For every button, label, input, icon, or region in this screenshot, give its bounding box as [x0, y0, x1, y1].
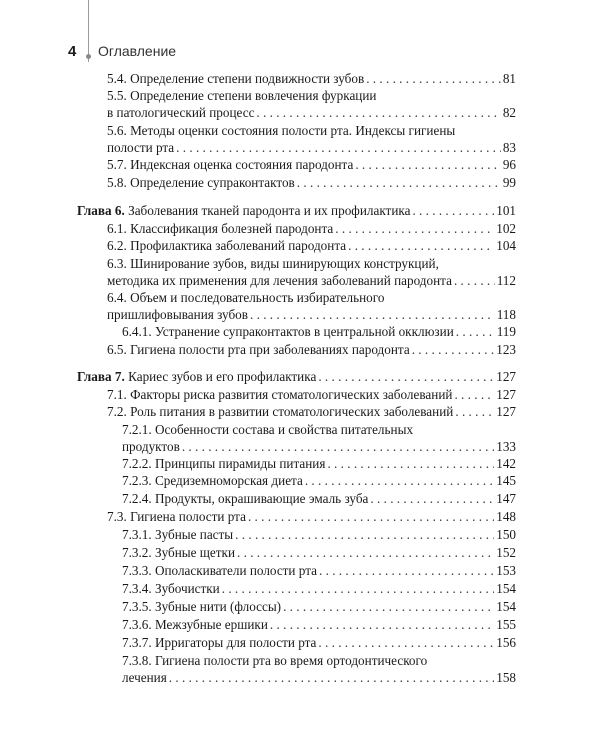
toc-entry[interactable] — [122, 455, 516, 472]
toc-entry-title: 6.5. Гигиена полости рта при заболеваниях пародонта — [107, 342, 410, 357]
toc-entry-title: пришлифовывания зубов — [107, 307, 248, 322]
toc-entry-page: 127 — [496, 387, 516, 402]
dot-leader — [319, 562, 494, 579]
toc-entry[interactable] — [107, 87, 516, 121]
dot-leader — [176, 139, 501, 156]
dot-leader — [455, 403, 494, 420]
dot-leader — [318, 634, 494, 651]
toc-entry-title: 7.3.1. Зубные пасты — [122, 527, 234, 542]
dot-leader — [256, 104, 500, 121]
dot-leader — [169, 669, 494, 686]
toc-entry-title: полости рта — [107, 140, 175, 155]
toc-entry-title: методика их применения для лечения заболеваний пародонта — [107, 273, 452, 288]
toc-entry[interactable] — [122, 421, 516, 455]
chapter-label: Глава 6. — [77, 203, 125, 218]
dot-leader — [348, 237, 494, 254]
toc-entry-title: продуктов — [122, 439, 180, 454]
toc-entry[interactable] — [107, 156, 516, 173]
toc-entry-title: 7.2.2. Принципы пирамиды питания — [122, 456, 326, 471]
dot-leader — [370, 490, 494, 507]
toc-entry-title: 5.7. Индексная оценка состояния пародонта — [107, 157, 354, 172]
toc-entry[interactable] — [107, 220, 516, 237]
toc-entry[interactable] — [122, 652, 516, 686]
dot-leader — [235, 526, 494, 543]
toc-entry-title: 7.3.3. Ополаскиватели полости рта — [122, 563, 317, 578]
toc-entry-page: 118 — [496, 307, 516, 322]
toc-entry-page: 82 — [502, 105, 516, 120]
toc-entry-page: 142 — [496, 456, 516, 471]
toc-entry-title: 7.3.2. Зубные щетки — [122, 545, 236, 560]
dot-leader — [297, 174, 501, 191]
dot-leader — [412, 202, 494, 219]
toc-entry-title: в патологический процесс — [107, 105, 255, 120]
toc-entry[interactable] — [122, 634, 516, 651]
toc-entry-title: 7.3.7. Ирригаторы для полости рта — [122, 635, 317, 650]
toc-entry-title: 7.1. Факторы риска развития стоматологических заболеваний — [107, 387, 453, 402]
toc-entry-title-line1: 6.3. Шинирование зубов, виды шинирующих конструкций, — [107, 256, 439, 271]
toc-entry-title: 5.8. Определение супраконтактов — [107, 175, 295, 190]
toc-entry-title: 7.3.4. Зубочистки — [122, 581, 220, 596]
running-title: Оглавление — [98, 43, 177, 59]
dot-leader — [454, 386, 494, 403]
toc-entry[interactable] — [107, 174, 516, 191]
dot-leader — [222, 580, 494, 597]
toc-entry[interactable] — [122, 562, 516, 579]
toc-entry-page: 123 — [496, 342, 516, 357]
toc-entry-title: 6.4.1. Устранение супраконтактов в центральной окклюзии — [122, 324, 454, 339]
dot-leader — [412, 341, 495, 358]
chapter-label: Глава 7. — [77, 369, 125, 384]
page-number: 4 — [68, 43, 77, 60]
toc-entry-page: 156 — [496, 635, 516, 650]
dot-leader — [327, 455, 494, 472]
toc-entry-page: 152 — [496, 545, 516, 560]
toc-entry-title-line1: 6.4. Объем и последовательность избирательного — [107, 290, 385, 305]
toc-entry-page: 150 — [496, 527, 516, 542]
toc-entry[interactable] — [122, 472, 516, 489]
toc-entry-page: 96 — [502, 157, 516, 172]
toc-entry-page: 83 — [502, 140, 516, 155]
toc-entry-page: 119 — [496, 324, 516, 339]
dot-leader — [250, 306, 495, 323]
toc-entry-page: 158 — [496, 670, 516, 685]
toc-entry[interactable] — [122, 323, 516, 340]
toc-entry-page: 102 — [496, 221, 516, 236]
toc-entry[interactable] — [107, 386, 516, 403]
header-dot — [86, 54, 91, 59]
toc-entry[interactable] — [107, 122, 516, 156]
toc-entry-page: 154 — [496, 599, 516, 614]
dot-leader — [335, 220, 494, 237]
toc-entry-title: 7.3. Гигиена полости рта — [107, 509, 246, 524]
toc-entry-page: 112 — [496, 273, 516, 288]
toc-entry-title: 7.3.6. Межзубные ершики — [122, 617, 268, 632]
toc-entry-page: 145 — [496, 473, 516, 488]
toc-entry-page: 153 — [496, 563, 516, 578]
toc-entry[interactable] — [107, 70, 516, 87]
toc-entry-title-line1: 7.2.1. Особенности состава и свойства питательных — [122, 422, 414, 437]
toc-entry[interactable] — [122, 616, 516, 633]
toc-entry-title: 6.2. Профилактика заболеваний пародонта — [107, 238, 347, 253]
dot-leader — [182, 438, 494, 455]
toc-entry[interactable] — [107, 289, 516, 323]
toc-entry-page: 148 — [496, 509, 516, 524]
toc-entry-page: 127 — [496, 404, 516, 419]
toc-entry-title: 5.4. Определение степени подвижности зубов — [107, 71, 365, 86]
toc-entry-title-line1: 5.6. Методы оценки состояния полости рта. Индексы гигиены — [107, 123, 456, 138]
toc-entry[interactable] — [122, 490, 516, 507]
toc-entry-page: 104 — [496, 238, 516, 253]
toc-entry-title: 7.2. Роль питания в развитии стоматологических заболеваний — [107, 404, 454, 419]
toc-entry-page: 99 — [502, 175, 516, 190]
dot-leader — [355, 156, 501, 173]
toc-entry-title: Кариес зубов и его профилактика — [124, 369, 317, 384]
header-rule — [88, 0, 89, 62]
toc-entry[interactable] — [107, 403, 516, 420]
toc-entry-title: 7.3.5. Зубные нити (флоссы) — [122, 599, 282, 614]
dot-leader — [366, 70, 501, 87]
toc-entry-title: лечения — [122, 670, 167, 685]
toc-entry[interactable] — [122, 544, 516, 561]
dot-leader — [454, 272, 495, 289]
toc-chapter-entry[interactable] — [77, 368, 516, 385]
toc-entry-page: 133 — [496, 439, 516, 454]
toc-entry-title: 7.2.4. Продукты, окрашивающие эмаль зуба — [122, 491, 369, 506]
toc-entry-page: 101 — [496, 203, 516, 218]
toc-entry-title: 7.2.3. Средиземноморская диета — [122, 473, 303, 488]
dot-leader — [318, 368, 494, 385]
toc-chapter-entry[interactable] — [77, 202, 516, 219]
toc-entry[interactable] — [122, 598, 516, 615]
toc-entry-page: 155 — [496, 617, 516, 632]
toc-entry-title-line1: 7.3.8. Гигиена полости рта во время ортодонтического — [122, 653, 428, 668]
toc-entry-title: Заболевания тканей пародонта и их профилактика — [124, 203, 411, 218]
toc-entry-page: 147 — [496, 491, 516, 506]
toc-entry[interactable] — [107, 255, 516, 289]
dot-leader — [270, 616, 494, 633]
toc-entry-page: 81 — [502, 71, 516, 86]
dot-leader — [237, 544, 494, 561]
toc-entry-page: 127 — [496, 369, 516, 384]
dot-leader — [248, 508, 494, 525]
toc-entry-title: 6.1. Классификация болезней пародонта — [107, 221, 334, 236]
dot-leader — [283, 598, 494, 615]
dot-leader — [305, 472, 494, 489]
dot-leader — [456, 323, 495, 340]
toc-entry[interactable] — [122, 580, 516, 597]
toc-entry[interactable] — [107, 508, 516, 525]
toc-entry[interactable] — [107, 341, 516, 358]
toc-entry[interactable] — [122, 526, 516, 543]
toc-entry[interactable] — [107, 237, 516, 254]
toc-entry-page: 154 — [496, 581, 516, 596]
toc-entry-title-line1: 5.5. Определение степени вовлечения фуркации — [107, 88, 377, 103]
